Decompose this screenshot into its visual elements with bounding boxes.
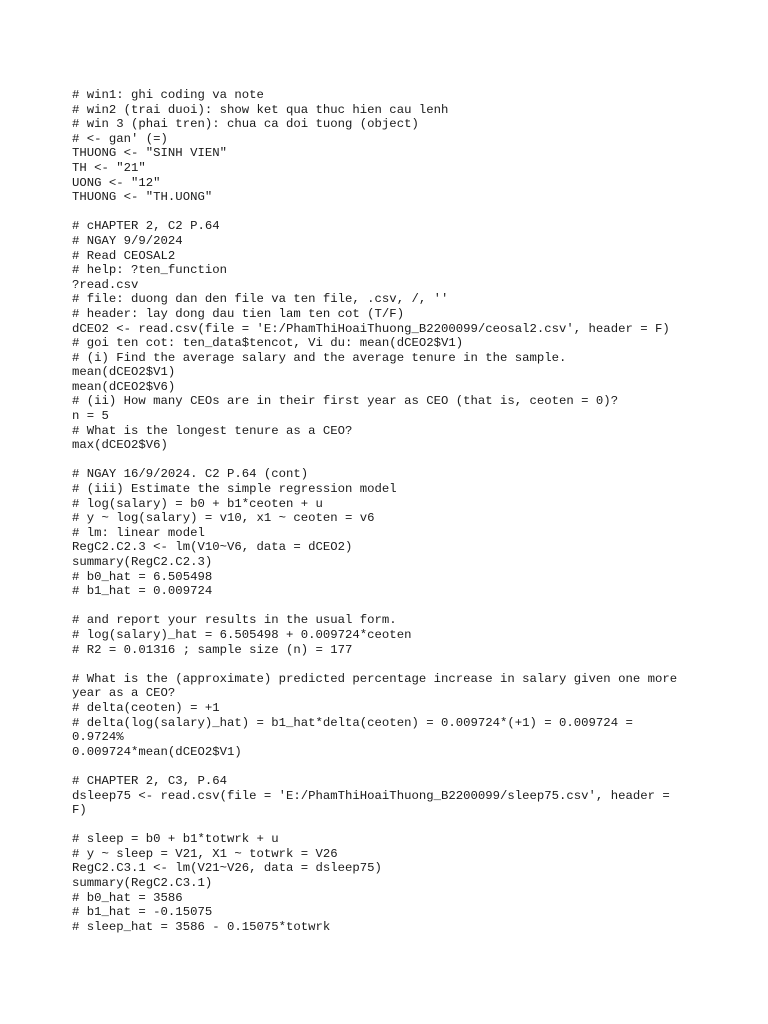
- blank-line: [72, 453, 702, 468]
- text-line: year as a CEO?: [72, 686, 176, 701]
- text-line: RegC2.C3.1 <- lm(V21~V26, data = dsleep75): [72, 861, 382, 876]
- text-line: # (ii) How many CEOs are in their first year as CEO (that is, ceoten = 0)?: [72, 394, 619, 409]
- text-line: # CHAPTER 2, C3, P.64: [72, 773, 227, 788]
- text-line: # log(salary) = b0 + b1*ceoten + u: [72, 496, 323, 511]
- text-line: THUONG <- "SINH VIEN": [72, 146, 227, 161]
- text-line: # help: ?ten_function: [72, 263, 227, 278]
- text-line: # and report your results in the usual form.: [72, 613, 397, 628]
- text-line: # delta(log(salary)_hat) = b1_hat*delta(ceoten) = 0.009724*(+1) = 0.009724 =: [72, 715, 633, 730]
- text-line: # log(salary)_hat = 6.505498 + 0.009724*ceoten: [72, 627, 412, 642]
- text-line: # win1: ghi coding va note: [72, 88, 264, 102]
- code-text: [72, 88, 702, 934]
- blank-line: [72, 205, 702, 220]
- text-line: mean(dCEO2$V1): [72, 365, 176, 380]
- text-line: summary(RegC2.C2.3): [72, 555, 213, 569]
- text-line: # b1_hat = -0.15075: [72, 905, 213, 920]
- text-line: summary(RegC2.C3.1): [72, 876, 213, 891]
- text-line: # sleep_hat = 3586 - 0.15075*totwrk: [72, 919, 331, 934]
- text-line: UONG <- "12": [72, 175, 161, 190]
- text-line: # file: duong dan den file va ten file, .csv, /, '': [72, 292, 449, 307]
- text-line: F): [72, 803, 87, 818]
- text-line: dCEO2 <- read.csv(file = 'E:/PhamThiHoaiThuong_B2200099/ceosal2.csv', header = F): [72, 321, 670, 336]
- blank-line: [72, 818, 702, 833]
- text-line: # <- gan' (=): [72, 131, 168, 146]
- text-line: # sleep = b0 + b1*totwrk + u: [72, 832, 279, 847]
- text-line: # delta(ceoten) = +1: [72, 700, 220, 715]
- text-line: # (i) Find the average salary and the average tenure in the sample.: [72, 350, 567, 365]
- text-line: # win 3 (phai tren): chua ca doi tuong (object): [72, 117, 419, 132]
- blank-line: [72, 759, 702, 774]
- text-line: TH <- "21": [72, 160, 146, 175]
- text-line: # cHAPTER 2, C2 P.64: [72, 219, 220, 234]
- text-line: # win2 (trai duoi): show ket qua thuc hien cau lenh: [72, 102, 449, 117]
- text-line: # NGAY 16/9/2024. C2 P.64 (cont): [72, 467, 309, 482]
- text-line: # b0_hat = 6.505498: [72, 569, 213, 584]
- text-line: 0.9724%: [72, 730, 124, 745]
- text-line: ?read.csv: [72, 277, 139, 292]
- text-line: # R2 = 0.01316 ; sample size (n) = 177: [72, 642, 353, 657]
- text-line: RegC2.C2.3 <- lm(V10~V6, data = dCEO2): [72, 540, 353, 555]
- document-page: [72, 88, 702, 934]
- text-line: # NGAY 9/9/2024: [72, 233, 183, 248]
- text-line: # b1_hat = 0.009724: [72, 584, 213, 599]
- text-line: # y ~ log(salary) = v10, x1 ~ ceoten = v6: [72, 511, 375, 526]
- text-line: dsleep75 <- read.csv(file = 'E:/PhamThiHoaiThuong_B2200099/sleep75.csv', header =: [72, 788, 670, 803]
- text-line: # What is the (approximate) predicted percentage increase in salary given one more: [72, 671, 678, 686]
- text-line: # Read CEOSAL2: [72, 248, 176, 263]
- text-line: max(dCEO2$V6): [72, 438, 168, 453]
- text-line: # What is the longest tenure as a CEO?: [72, 423, 353, 438]
- blank-line: [72, 657, 702, 672]
- text-line: # lm: linear model: [72, 525, 205, 540]
- text-line: # header: lay dong dau tien lam ten cot (T/F): [72, 306, 405, 321]
- text-line: # goi ten cot: ten_data$tencot, Vi du: mean(dCEO2$V1): [72, 336, 464, 351]
- text-line: # (iii) Estimate the simple regression model: [72, 482, 397, 497]
- text-line: mean(dCEO2$V6): [72, 379, 176, 394]
- text-line: n = 5: [72, 409, 109, 424]
- blank-line: [72, 599, 702, 614]
- text-line: THUONG <- "TH.UONG": [72, 190, 213, 205]
- text-line: # y ~ sleep = V21, X1 ~ totwrk = V26: [72, 846, 338, 861]
- text-line: # b0_hat = 3586: [72, 890, 183, 905]
- text-line: 0.009724*mean(dCEO2$V1): [72, 744, 242, 759]
